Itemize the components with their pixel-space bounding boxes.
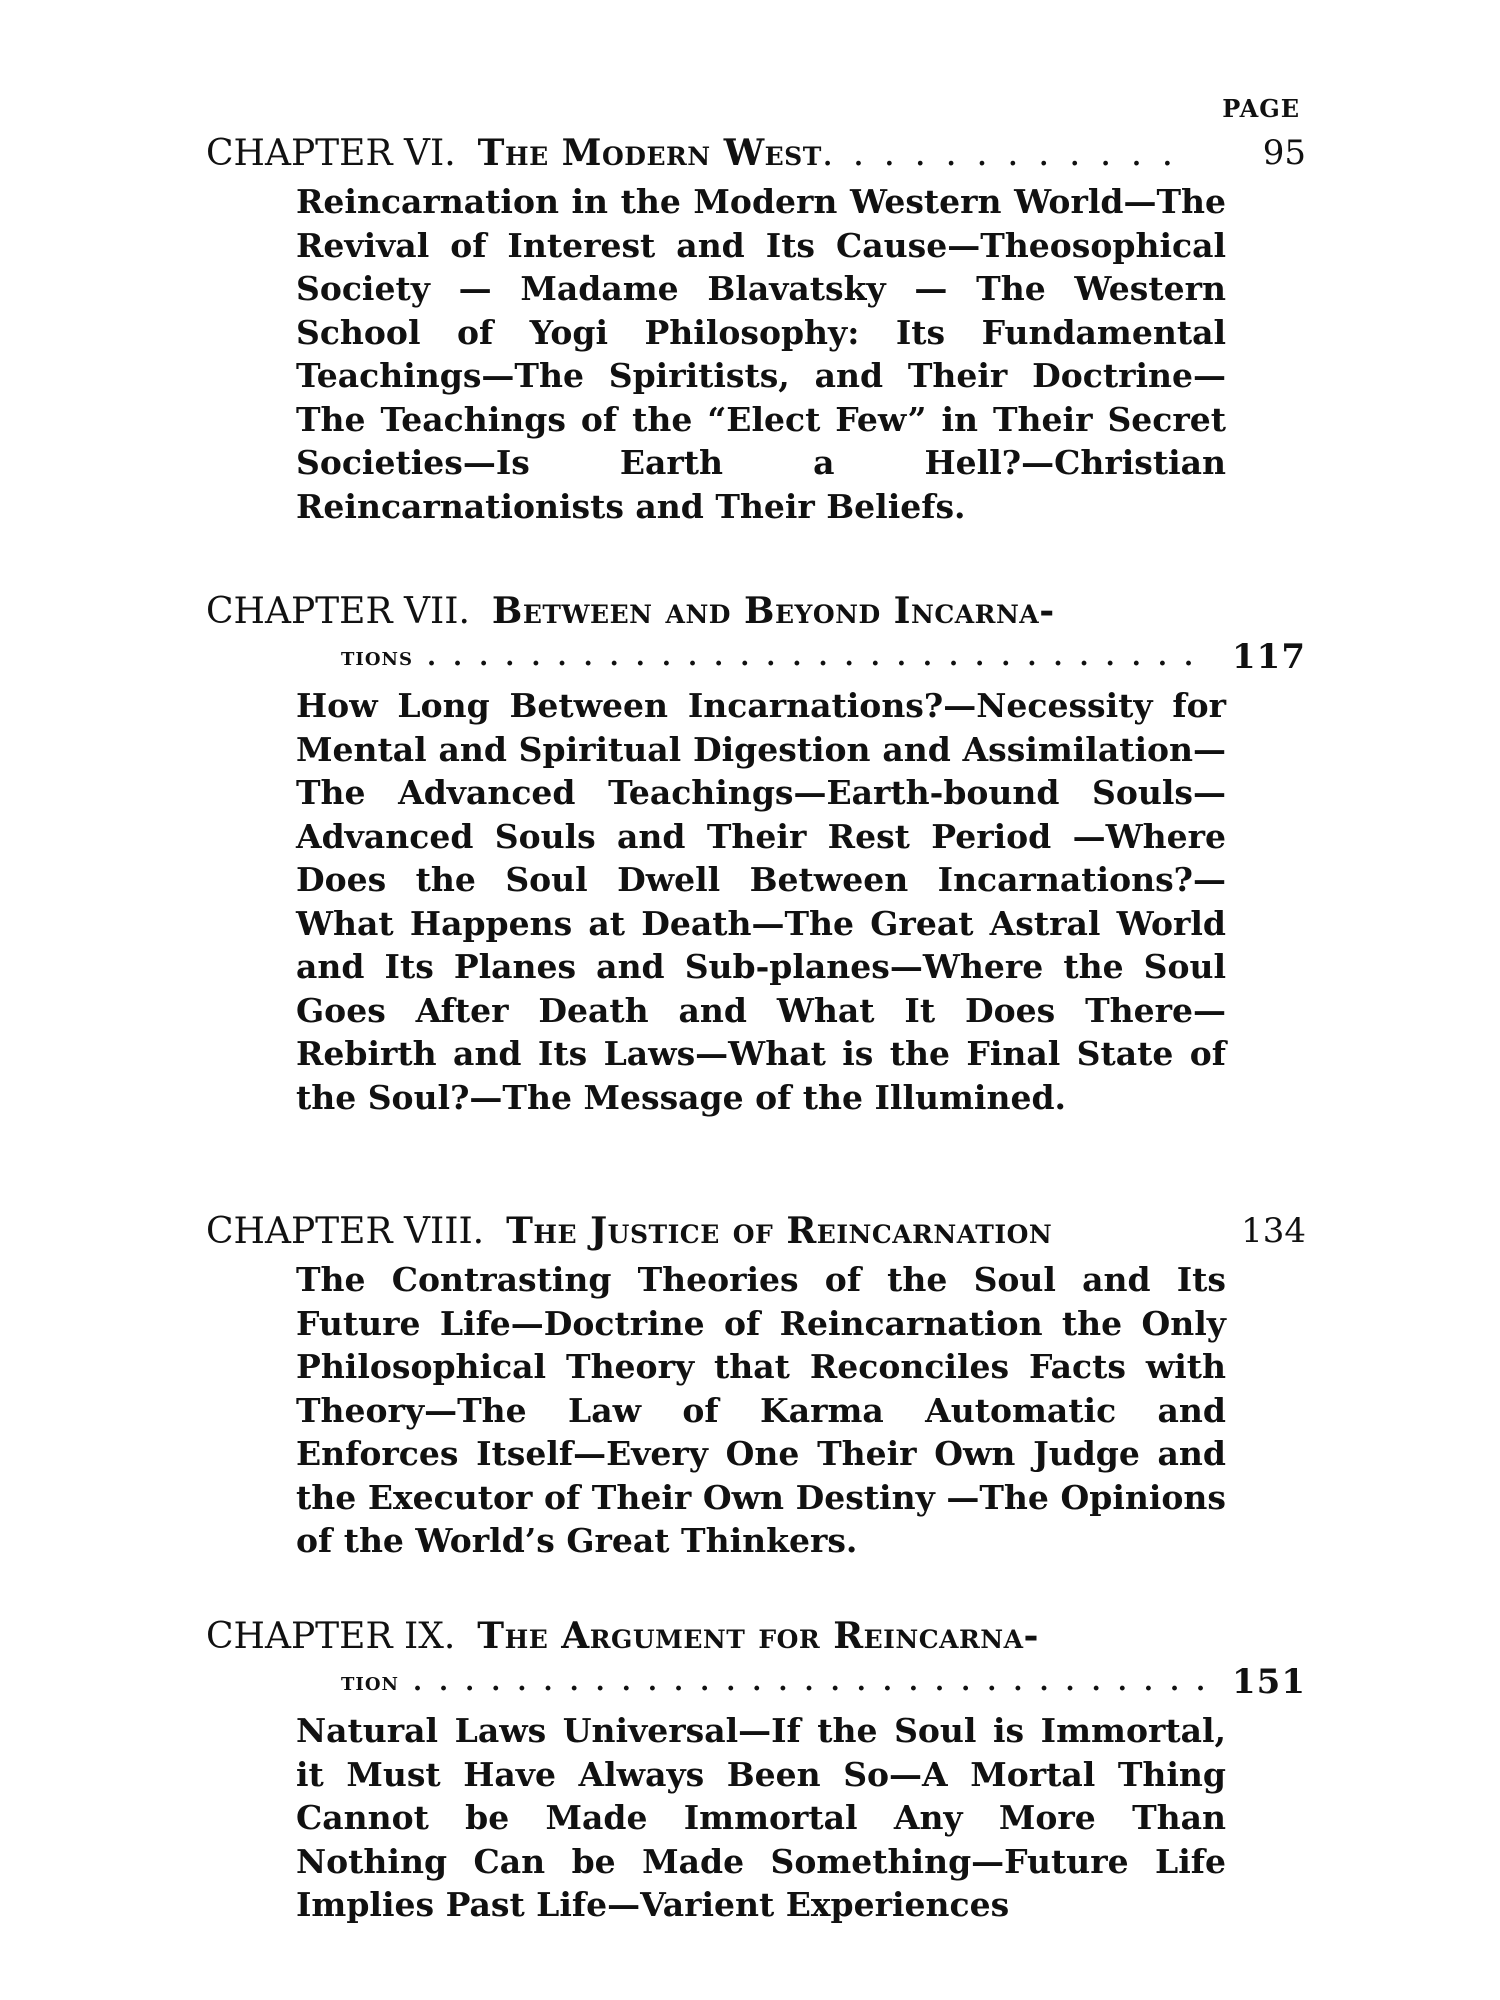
- chapter-entry-7: [206, 588, 1306, 1119]
- chapter-summary: The Contrasting Theories of the Soul and Its Future Life—Doctrine of Reincarnation the Only Philosophical Theory that Reconciles Facts with Theory—The Law of Karma Automatic and Enforces Itself—Every One Their Own Judge and the Executor of Their Own Destiny —The Opinions of the World’s Great Thinkers.: [296, 1260, 1226, 1560]
- chapter-summary: How Long Between Incarnations?—Necessity for Mental and Spiritual Digestion and Assimilation—The Advanced Teachings—Earth-bound Souls—Advanced Souls and Their Rest Period —Where Does the Soul Dwell Between Incarnations?—What Happens at Death—The Great Astral World and Its Planes and Sub-planes—Where the Soul Goes After Death and What It Does There—Rebirth and Its Laws—What is the Final State of the Soul?—The Message of the Illumined.: [296, 686, 1226, 1117]
- chapter-heading: [206, 1208, 1306, 1254]
- chapter-label: CHAPTER VIII.: [206, 1211, 485, 1252]
- chapter-title-continuation-line: [206, 1659, 1306, 1705]
- chapter-label: CHAPTER VI.: [206, 133, 456, 174]
- leader-dots: . . . . . . . . . . . .: [821, 133, 1178, 174]
- chapter-heading: [206, 1613, 1306, 1659]
- chapter-title: The Modern West: [477, 132, 822, 174]
- chapter-summary: Natural Laws Universal—If the Soul is Immortal, it Must Have Always Been So—A Mortal Thing Cannot be Made Immortal Any More Than Nothing Can be Made Something—Future Life Implies Past Life—Varient Experiences: [296, 1711, 1226, 1924]
- chapter-summary: Reincarnation in the Modern Western World—The Revival of Interest and Its Cause—Theosophical Society — Madame Blavatsky — The Western School of Yogi Philosophy: Its Fundamental Teachings—The Spiritists, and Their Doctrine—The Teachings of the “Elect Few” in Their Secret Societies—Is Earth a Hell?—Christian Reincarnationists and Their Beliefs.: [296, 182, 1226, 526]
- chapter-entry-8: [206, 1208, 1306, 1563]
- leader-dots: . . . . . . . . . . . . . . . . . . . . . . . . . . . . . . .: [412, 1667, 1210, 1697]
- chapter-page-number: 95: [1262, 133, 1306, 173]
- chapter-entry-9: [206, 1613, 1306, 1927]
- chapter-title: Between and Beyond Incarna-: [491, 590, 1055, 632]
- chapter-title-continuation-line: [206, 634, 1306, 680]
- chapter-page-number: 117: [1232, 637, 1306, 677]
- chapter-entry-6: [206, 130, 1306, 528]
- page-column-label: PAGE: [1222, 94, 1300, 123]
- chapter-page-number: 151: [1232, 1662, 1306, 1702]
- chapter-heading: [206, 130, 1306, 176]
- leader-dots: . . . . . . . . . . . . . . . . . . . . . . . . . . . . . .: [426, 642, 1198, 672]
- chapter-title-continuation: tions: [341, 642, 413, 672]
- chapter-label: CHAPTER VII.: [206, 591, 470, 632]
- chapter-title-continuation: tion: [341, 1667, 399, 1697]
- chapter-title: The Justice of Reincarnation: [506, 1210, 1053, 1252]
- chapter-heading: [206, 588, 1306, 634]
- chapter-title: The Argument for Reincarna-: [477, 1615, 1039, 1657]
- chapter-page-number: 134: [1241, 1211, 1306, 1251]
- chapter-label: CHAPTER IX.: [206, 1616, 456, 1657]
